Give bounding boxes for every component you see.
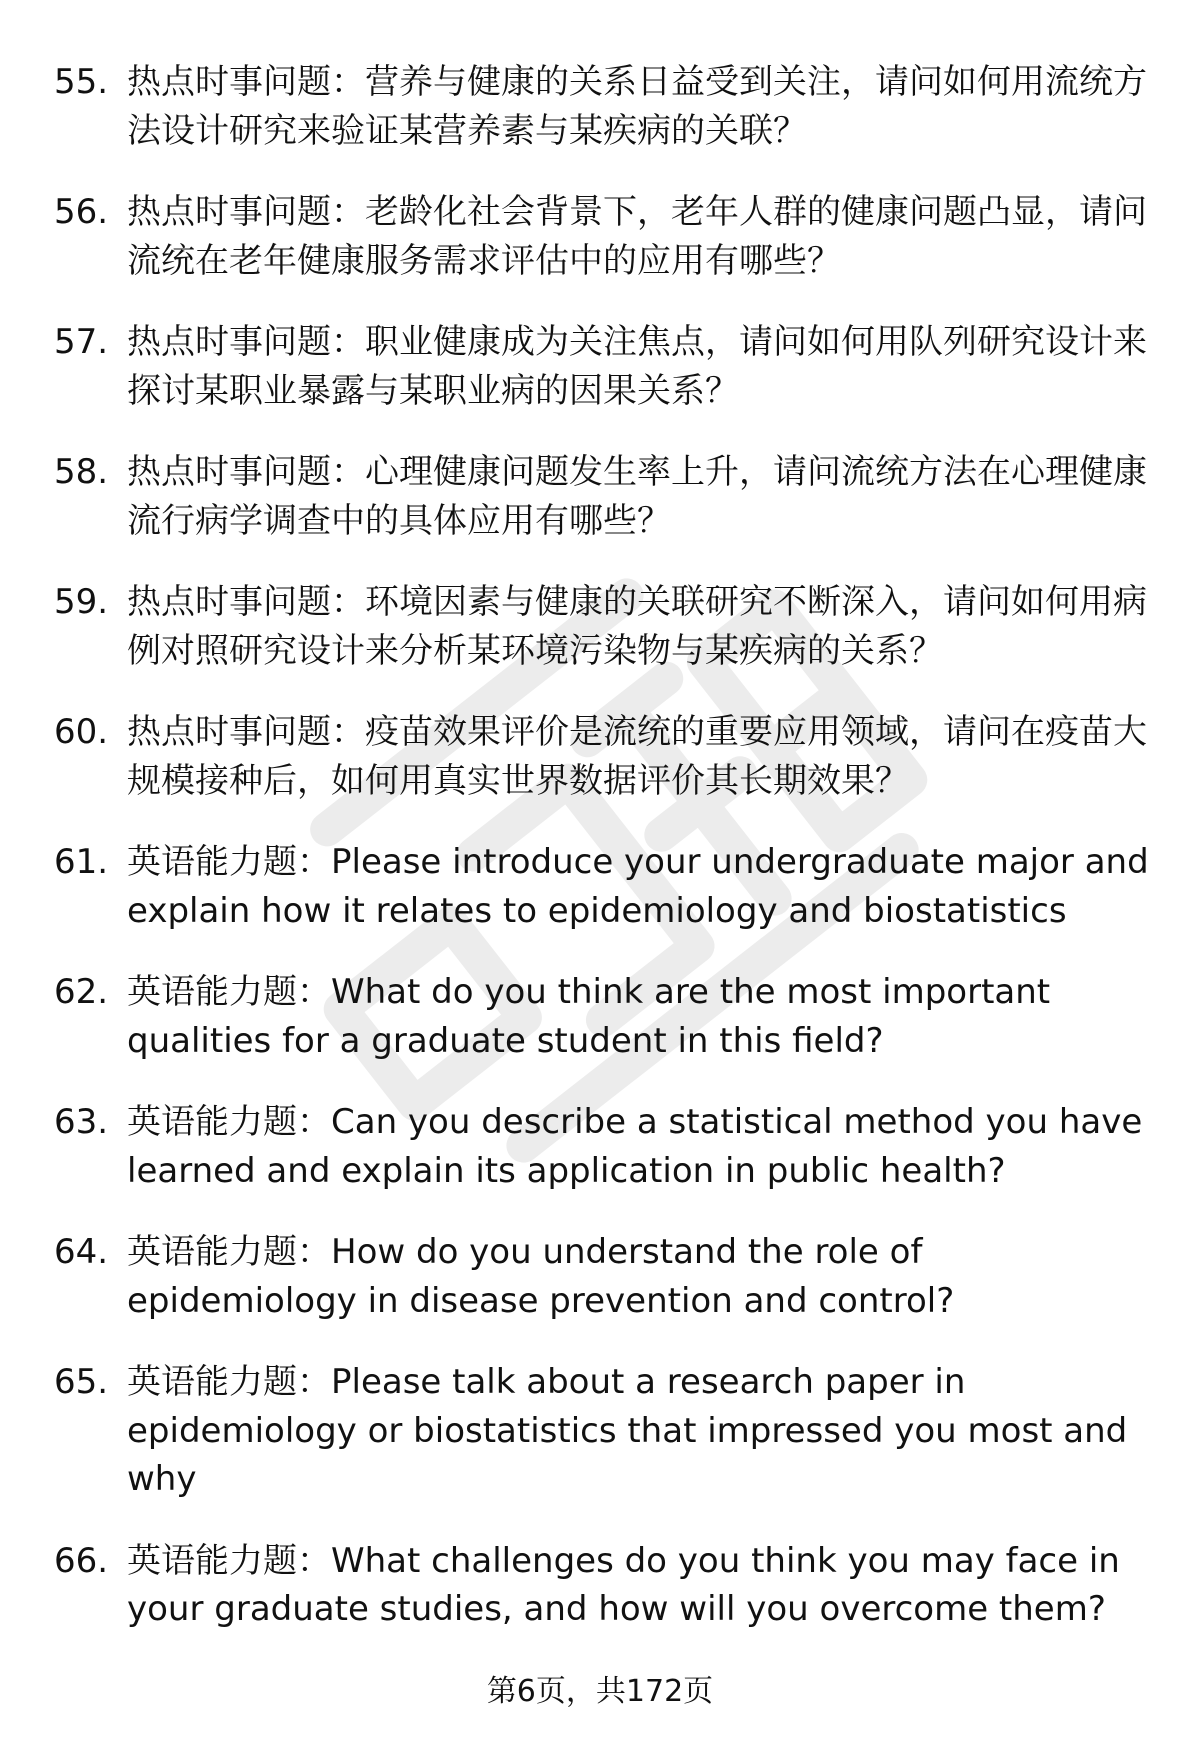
question-number: 55. <box>54 62 109 102</box>
question-item <box>0 58 1200 155</box>
question-number: 66. <box>54 1540 109 1581</box>
question-item <box>0 1358 1200 1504</box>
question-item <box>0 1228 1200 1325</box>
question-number: 65. <box>54 1362 109 1402</box>
question-category: 英语能力题： <box>127 1102 331 1142</box>
question-text: Can you describe a statistical method you have learned and explain its application in public health? <box>127 1102 1143 1191</box>
question-number: 63. <box>54 1102 109 1142</box>
question-item <box>0 968 1200 1065</box>
question-number: 64. <box>54 1232 109 1272</box>
question-item <box>0 708 1200 805</box>
question-item <box>0 1098 1200 1195</box>
question-text: 心理健康问题发生率上升，请问流统方法在心理健康流行病学调查中的具体应用有哪些？ <box>127 452 1147 541</box>
question-text: What do you think are the most important qualities for a graduate student in this field? <box>127 972 1051 1061</box>
question-number: 59. <box>54 582 109 622</box>
question-number: 60. <box>54 712 109 752</box>
question-category: 热点时事问题： <box>127 452 365 492</box>
question-category: 热点时事问题： <box>127 192 365 232</box>
question-number: 62. <box>54 972 109 1012</box>
question-number: 56. <box>54 192 109 232</box>
question-category: 热点时事问题： <box>127 712 365 752</box>
question-category: 英语能力题： <box>127 1362 331 1402</box>
question-item <box>0 838 1200 935</box>
question-number: 61. <box>54 842 109 882</box>
question-text: What challenges do you think you may face in your graduate studies, and how will you overcome them? <box>127 1540 1120 1629</box>
question-text: 职业健康成为关注焦点，请问如何用队列研究设计来探讨某职业暴露与某职业病的因果关系？ <box>127 322 1147 411</box>
question-text: 疫苗效果评价是流统的重要应用领域，请问在疫苗大规模接种后，如何用真实世界数据评价其长期效果？ <box>127 712 1147 801</box>
question-category: 英语能力题： <box>127 1540 331 1581</box>
question-category: 英语能力题： <box>127 842 331 882</box>
question-text: How do you understand the role of epidemiology in disease prevention and control? <box>127 1232 955 1321</box>
question-item <box>0 448 1200 545</box>
question-text: Please introduce your undergraduate major and explain how it relates to epidemiology and biostatistics <box>127 842 1149 931</box>
question-item <box>0 1537 1200 1634</box>
question-item <box>0 318 1200 415</box>
question-category: 热点时事问题： <box>127 322 365 362</box>
question-category: 英语能力题： <box>127 1232 331 1272</box>
question-text: Please talk about a research paper in epidemiology or biostatistics that impressed you most and why <box>127 1362 1128 1499</box>
question-text: 营养与健康的关系日益受到关注，请问如何用流统方法设计研究来验证某营养素与某疾病的关联？ <box>127 62 1147 151</box>
question-item <box>0 578 1200 675</box>
question-number: 58. <box>54 452 109 492</box>
question-number: 57. <box>54 322 109 362</box>
question-category: 热点时事问题： <box>127 62 365 102</box>
page-footer: 第6页，共172页 <box>486 1674 714 1709</box>
question-text: 老龄化社会背景下，老年人群的健康问题凸显，请问流统在老年健康服务需求评估中的应用有哪些？ <box>127 192 1147 281</box>
question-category: 热点时事问题： <box>127 582 365 622</box>
question-list <box>0 58 1200 1667</box>
question-item <box>0 188 1200 285</box>
question-text: 环境因素与健康的关联研究不断深入，请问如何用病例对照研究设计来分析某环境污染物与某疾病的关系？ <box>127 582 1147 671</box>
question-category: 英语能力题： <box>127 972 331 1012</box>
